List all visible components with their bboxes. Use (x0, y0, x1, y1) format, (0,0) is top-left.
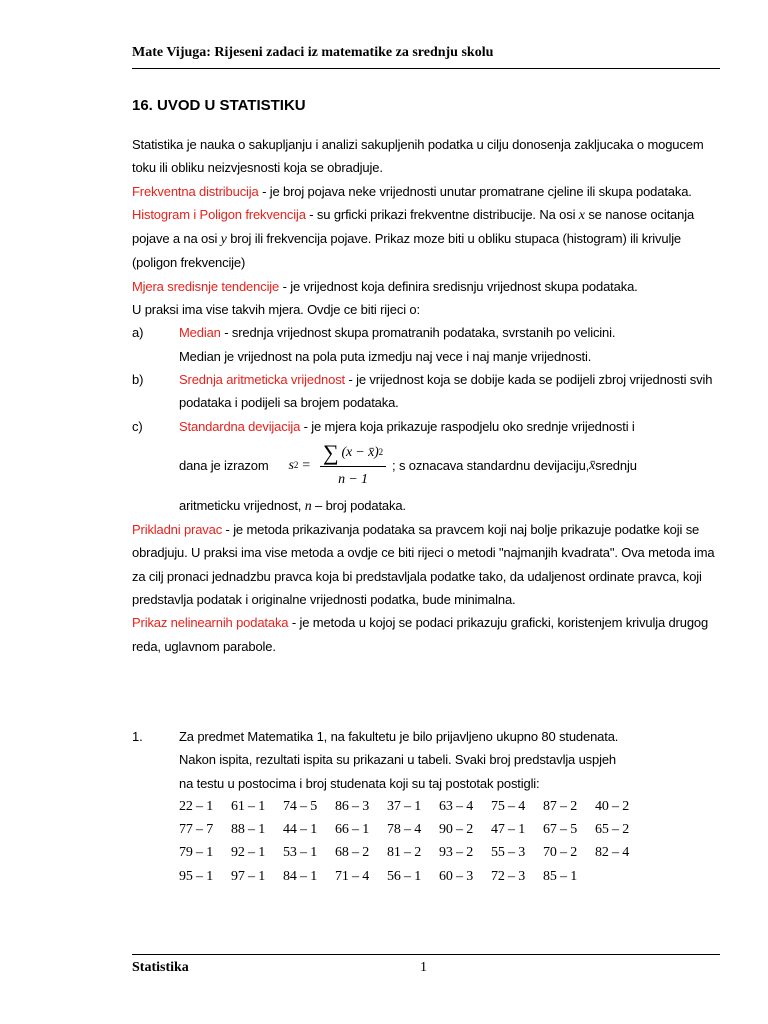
table-cell: 63 – 4 (439, 798, 474, 814)
line3-b: – broj podataka. (311, 497, 406, 513)
sigma-symbol: ∑ (322, 439, 339, 465)
table-row (179, 865, 722, 888)
table-cell: 67 – 5 (543, 822, 578, 838)
formula-after-b: srednju (595, 458, 637, 474)
frekventna-paragraph (132, 180, 722, 203)
table-cell: 44 – 1 (283, 822, 318, 838)
footer-rule (132, 954, 720, 955)
formula-fraction (320, 441, 386, 492)
table-cell: 53 – 1 (283, 845, 318, 861)
list-marker: b) (132, 371, 144, 387)
table-cell: 90 – 2 (439, 822, 474, 838)
term-devijacija: Standardna devijacija (179, 418, 301, 434)
table-cell: 70 – 2 (543, 845, 578, 861)
table-row (179, 841, 722, 864)
problem-line3: na testu u postocima i broj studenata koji su taj postotak postigli: (179, 775, 540, 791)
formula-num-exp: 2 (378, 446, 384, 457)
table-cell: 37 – 1 (387, 798, 422, 814)
term-pravac: Prikladni pravac (132, 522, 223, 538)
table-cell: 81 – 2 (387, 845, 422, 861)
formula-denominator: n − 1 (338, 471, 368, 487)
table-cell: 55 – 3 (491, 845, 526, 861)
table-row (179, 818, 722, 841)
table-cell: 40 – 2 (595, 798, 630, 814)
table-cell: 95 – 1 (179, 868, 214, 884)
list-marker: a) (132, 325, 144, 341)
line3-a: aritmeticku vrijednost, (179, 497, 305, 513)
table-cell: 85 – 1 (543, 868, 578, 884)
nelinearni-text: - je metoda u kojoj se podaci prikazuju graficki, koristenjem krivulja drugog reda, uglavnom parabole. (132, 615, 709, 654)
histogram-text-c: broj ili frekvencija pojave. Prikaz moze biti u obliku stupaca (histogram) ili krivulje (poligon frekvencije) (132, 231, 682, 271)
mjera-paragraph (132, 275, 722, 298)
table-cell: 74 – 5 (283, 798, 318, 814)
nelinearni-paragraph (132, 611, 722, 658)
table-cell: 68 – 2 (335, 845, 370, 861)
median-line2: Median je vrijednost na pola puta izmedju naj vece i naj manje vrijednosti. (179, 348, 592, 364)
formula-numerator (320, 441, 386, 467)
term-nelinearni: Prikaz nelinearnih podataka (132, 615, 289, 631)
formula-lhs: s (288, 458, 294, 474)
frekventna-text: - je broj pojava neke vrijednosti unutar promatrane cjeline ili skupa podataka. (258, 183, 692, 199)
table-cell: 66 – 1 (335, 822, 370, 838)
problem-line2: Nakon ispita, rezultati ispita su prikazani u tabeli. Svaki broj predstavlja uspjeh (179, 752, 617, 768)
term-frekventna: Frekventna distribucija (132, 183, 259, 199)
term-histogram: Histogram i Poligon frekvencija (132, 206, 306, 222)
problem-1 (132, 725, 722, 888)
term-srednja: Srednja aritmeticka vrijednost (179, 371, 346, 387)
table-row (179, 795, 722, 818)
list-marker: c) (132, 418, 143, 434)
devijacija-line3 (179, 494, 722, 518)
table-cell: 75 – 4 (491, 798, 526, 814)
formula-num-expr: (x − x̄) (341, 444, 379, 460)
list-item-b (132, 368, 722, 415)
var-xbar: x̄ (589, 458, 596, 474)
table-cell: 60 – 3 (439, 868, 474, 884)
table-cell: 97 – 1 (231, 868, 266, 884)
table-cell: 78 – 4 (387, 822, 422, 838)
table-cell: 22 – 1 (179, 798, 214, 814)
table-cell: 84 – 1 (283, 868, 318, 884)
table-cell: 65 – 2 (595, 822, 630, 838)
table-cell: 82 – 4 (595, 845, 630, 861)
table-cell: 87 – 2 (543, 798, 578, 814)
table-cell: 61 – 1 (231, 798, 266, 814)
mjera-text: - je vrijednost koja definira sredisnju vrijednost skupa podataka. (279, 278, 638, 294)
table-cell: 86 – 3 (335, 798, 370, 814)
table-cell: 79 – 1 (179, 845, 214, 861)
problem-line1: Za predmet Matematika 1, na fakultetu je bilo prijavljeno ukupno 80 studenata. (179, 729, 619, 744)
intro-paragraph: Statistika je nauka o sakupljanju i analizi sakupljenih podatka u cilju donosenja zakljucaka o mogucem toku ili obliku neizvjesnosti koja se obradjuje. (132, 137, 704, 176)
formula-intro: dana je izrazom (179, 458, 269, 474)
mjera-text2: U praksi ima vise takvih mjera. Ovdje ce biti rijeci o: (132, 302, 420, 318)
section-title: 16. UVOD U STATISTIKU (132, 97, 306, 114)
table-cell: 92 – 1 (231, 845, 266, 861)
list-item-c (132, 415, 722, 519)
table-cell: 56 – 1 (387, 868, 422, 884)
srednja-text: - je vrijednost koja se dobije kada se podijeli zbroj vrijednosti svih podataka i podijeli sa brojem podataka. (179, 371, 713, 411)
term-median: Median (179, 325, 221, 341)
list-item-a (132, 321, 722, 368)
devijacija-text: - je mjera koja prikazuje raspodjelu oko srednje vrijednosti i (300, 418, 635, 434)
table-cell: 47 – 1 (491, 822, 526, 838)
term-mjera: Mjera sredisnje tendencije (132, 278, 280, 294)
var-n: n (304, 498, 312, 514)
table-cell: 88 – 1 (231, 822, 266, 838)
pravac-paragraph (132, 518, 722, 611)
body-text (132, 133, 722, 658)
page-number: 1 (420, 960, 427, 975)
results-table (179, 795, 722, 888)
devijacija-line (179, 415, 722, 438)
pravac-text: - je metoda prikazivanja podataka sa pravcem koji naj bolje prikazuje podatke koji se obradjuju. U praksi ima vise metoda a ovdje ce biti rijeci o metodi "najmanjih kvadrata". Ova metoda ima za cilj pronaci jednadzbu pravca koja bi predstavljala podatke tako, da udaljenost ordinate pravca, koji predstavlja podatak i originalne vrijednosti podatka, bude minimalna. (132, 522, 715, 608)
table-cell: 71 – 4 (335, 868, 370, 884)
var-y: y (220, 232, 227, 248)
histogram-text-b: se nanose ocitanja pojave a na osi (132, 206, 695, 247)
median-line (179, 321, 722, 344)
page-header: Mate Vijuga: Rijeseni zadaci iz matematike za srednju skolu (132, 45, 494, 60)
median-text: - srednja vrijednost skupa promatranih podataka, svrstanih po velicini. (220, 325, 616, 341)
footer-title: Statistika (132, 960, 189, 975)
table-cell: 72 – 3 (491, 868, 526, 884)
histogram-text-a: - su grficki prikazi frekventne distribucije. Na osi (305, 206, 579, 222)
formula-line (179, 438, 722, 494)
problem-marker: 1. (132, 729, 143, 744)
formula-after-a: ; s oznacava standardnu devijaciju, (392, 458, 590, 474)
std-dev-formula (289, 441, 386, 492)
formula-eq: = (302, 458, 310, 474)
srednja-text-block (179, 368, 722, 415)
formula-exp: 2 (293, 460, 299, 471)
histogram-paragraph (132, 203, 722, 275)
table-cell: 77 – 7 (179, 822, 214, 838)
header-rule (132, 68, 720, 69)
table-cell: 93 – 2 (439, 845, 474, 861)
var-x: x (578, 207, 585, 223)
